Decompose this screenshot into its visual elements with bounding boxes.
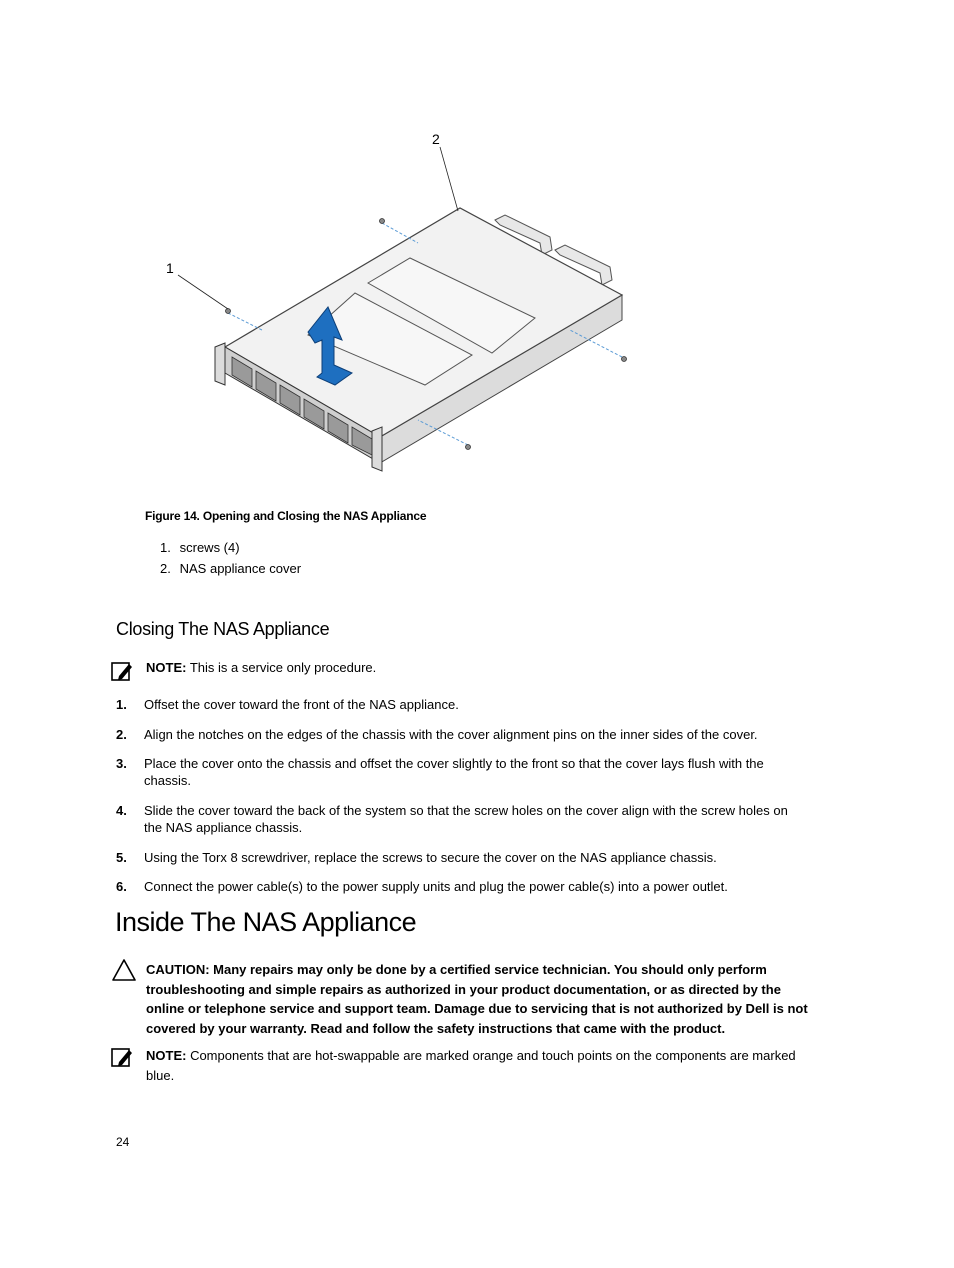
list-item: 1. Offset the cover toward the front of the NAS appliance. (116, 697, 459, 712)
note-service-only: NOTE: This is a service only procedure. (146, 660, 377, 675)
screw-icon (466, 445, 471, 450)
page-number: 24 (116, 1135, 130, 1149)
callout-2: 2 (432, 131, 440, 147)
list-item: 5. Using the Torx 8 screwdriver, replace the screws to secure the cover on the NAS appliance chassis. (116, 850, 717, 865)
note-hot-swappable: NOTE: Components that are hot-swappable are marked orange and touch points on the components are marked blue. (146, 1048, 796, 1083)
closing-steps-list (116, 696, 806, 895)
list-item: 4. Slide the cover toward the back of the system so that the screw holes on the cover align with the screw holes on the NAS appliance chassis. (116, 803, 788, 835)
list-item: 3. Place the cover onto the chassis and offset the cover slightly to the front so that the cover lays flush with the chassis. (116, 756, 764, 788)
section-heading-closing: Closing The NAS Appliance (116, 619, 330, 639)
screw-icon (226, 309, 231, 314)
callout-1: 1 (166, 260, 174, 276)
screw-icon (380, 219, 385, 224)
list-item: 1. screws (4) (160, 540, 240, 555)
figure-legend (160, 540, 301, 582)
note-pencil-icon (111, 660, 133, 682)
section-heading-inside: Inside The NAS Appliance (115, 907, 417, 937)
caution-triangle-icon (111, 958, 137, 982)
list-item: 2. NAS appliance cover (160, 561, 302, 576)
caution-text: CAUTION: Many repairs may only be done by a certified service technician. You should only perform troubleshooting and simple repairs as authorized in your product documentation, or as directed by the online or telephone service and support team. Damage due to servicing that is not authorized by Dell is not covered by your warranty. Read and follow the safety instructions that came with the product. (146, 962, 808, 1036)
nas-appliance-illustration (160, 125, 640, 475)
list-item: 2. Align the notches on the edges of the chassis with the cover alignment pins on the inner sides of the cover. (116, 727, 758, 742)
list-item: 6. Connect the power cable(s) to the power supply units and plug the power cable(s) into a power outlet. (116, 879, 728, 894)
figure-caption: Figure 14. Opening and Closing the NAS Appliance (145, 509, 427, 523)
note-pencil-icon (111, 1046, 133, 1068)
screw-icon (622, 357, 627, 362)
